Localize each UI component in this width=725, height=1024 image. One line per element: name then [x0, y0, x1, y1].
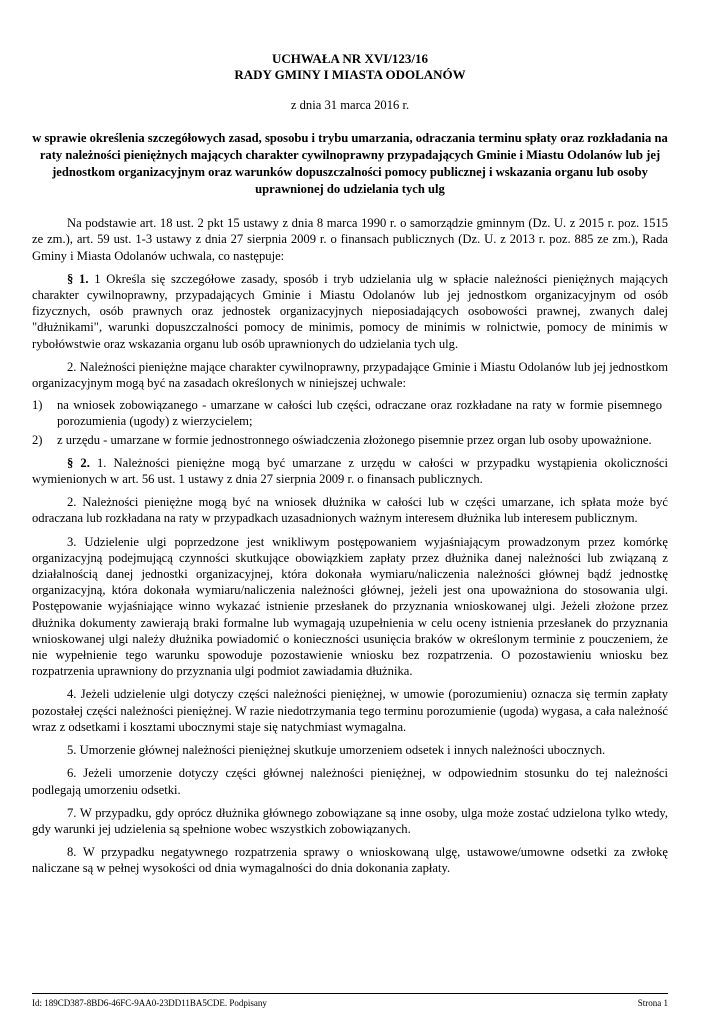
section-1-paragraph-1-text: 1 Określa się szczegółowe zasady, sposób i tryb udzielania ulg w spłacie należności pieniężnych mających charakter cywilnoprawny, przypadających Gminie i Miastu Odolanów lub jej jednostkom organizacyjnym od osób fizycznych, osób prawnych oraz jednostek organizacyjnych nieposiadających osobowości prawnej, zwanych dalej "dłużnikami", warunki dopuszczalności pomocy de minimis, pomocy de minimis w rolnictwie, pomocy de minimis w rybołówstwie oraz wskazania organu lub osób uprawnionych do udzielania tych ulg. — [32, 271, 668, 351]
list-item — [32, 432, 668, 448]
section-1-mark: § 1. — [67, 271, 89, 286]
page-footer — [32, 993, 668, 1009]
resolution-date: z dnia 31 marca 2016 r. — [290, 98, 410, 112]
section-2-paragraph-4: 4. Jeżeli udzielenie ulgi dotyczy części należności pieniężnej, w umowie (porozumieniu) oznacza się termin zapłaty pozostałej części należności pieniężnej. W razie niedotrzymania tego terminu porozumienie (ugoda) wygasa, a cała należność wraz z odsetkami i kosztami ubocznymi staje się natychmiast wymagalna. — [32, 687, 668, 734]
document-body — [32, 51, 668, 877]
document-id: Id: 189CD387-8BD6-46FC-9AA0-23DD11BA5CDE. Podpisany — [32, 998, 267, 1008]
list-item — [32, 397, 668, 429]
section-2-paragraph-8: 8. W przypadku negatywnego rozpatrzenia sprawy o wnioskowaną ulgę, ustawowe/umowne odsetki za zwłokę naliczane są w pełnej wysokości od dnia wymagalności do dnia dokonania zapłaty. — [32, 845, 668, 876]
title-line-1: UCHWAŁA NR XVI/123/16 — [271, 51, 428, 66]
page-number: Strona 1 — [637, 998, 668, 1008]
section-2-paragraph-1-text: 1. Należności pieniężne mogą być umarzane z urzędu w całości w przypadku wystąpienia okoliczności wymienionych w art. 56 ust. 1 ustawy z dnia 27 sierpnia 2009 r. o finansach publicznych. — [32, 455, 669, 487]
title-line-2: RADY GMINY I MIASTA ODOLANÓW — [234, 67, 466, 82]
section-2-paragraph-1 — [32, 455, 668, 487]
section-1-paragraph-2: 2. Należności pieniężne mające charakter cywilnoprawny, przypadające Gminie i Miastu Odolanów lub jej jednostkom organizacyjnym mogą być na zasadach określonych w niniejszej uchwale: — [32, 359, 668, 391]
section-2-paragraph-5: 5. Umorzenie głównej należności pieniężnej skutkuje umorzeniem odsetek i innych należności ubocznych. — [67, 743, 606, 758]
section-2-paragraph-3: 3. Udzielenie ulgi poprzedzone jest wnikliwym postępowaniem wyjaśniającym prowadzonym przez komórkę organizacyjną podejmującą czynności skutkujące obowiązkiem zapłaty przez dłużnika danej należności lub związaną z działalnością danej jednostki organizacyjnej, która dokonała wymiaru/naliczenia należności głównej bądź jednostkę organizacyjną, która dokonała wymiaru/naliczenia należności głównej, jeżeli jest ona upoważniona do stosowania ulgi. Postępowanie wyjaśniające winno wykazać istnienie przesłanek do przyznania wnioskowanej ulgi. Jeżeli złożone przez dłużnika dokumenty zawierają braki formalne lub wymagają uzupełnienia w celu oceny istnienia przesłanek do przyznania wnioskowanej ulgi należy dłużnika powiadomić o konieczności usunięcia braków w określonym terminie z pouczeniem, że nie wypełnienie tego warunku spowoduje pozostawienie wniosku bez rozpatrzenia. O pozostawieniu wniosku bez rozpatrzenia uprawniony do przyznania ulgi podmiot zawiadamia dłużnika. — [32, 534, 668, 679]
list-item-text: z urzędu - umarzane w formie jednostronnego oświadczenia złożonego pisemnie przez organ lub osoby upoważnione. — [57, 432, 652, 447]
resolution-title — [32, 51, 668, 83]
section-2-mark: § 2. — [67, 455, 90, 470]
list-item-number: 2) — [32, 432, 43, 447]
list-item-text: na wniosek zobowiązanego - umarzane w całości lub części, odraczane oraz rozkładane na raty w formie pisemnego porozumienia (ugody) z wierzycielem; — [57, 398, 662, 429]
list-item-number: 1) — [32, 398, 43, 413]
section-1-paragraph-1 — [32, 271, 668, 352]
resolution-subject: w sprawie określenia szczegółowych zasad, sposobu i trybu umarzania, odraczania terminu spłaty oraz rozkładania na raty należności pieniężnych mających charakter cywilnoprawny przypadających Gminie i Miastu Odolanów lub jej jednostkom organizacyjnym oraz warunków dopuszczalności pomocy publicznej i wskazania organu lub osoby uprawnionej do udzielania tych ulg — [32, 131, 668, 197]
section-2-paragraph-7: 7. W przypadku, gdy oprócz dłużnika głównego zobowiązane są inne osoby, ulga może zostać udzielona tylko wtedy, gdy warunki jej udzielenia są spełnione wobec wszystkich zobowiązanych. — [32, 805, 668, 836]
section-1-list — [32, 397, 668, 448]
section-2-paragraph-6: 6. Jeżeli umorzenie dotyczy części głównej należności pieniężnej, w odpowiednim stosunku do tej należności podlegają umorzeniu odsetki. — [32, 766, 668, 797]
preamble: Na podstawie art. 18 ust. 2 pkt 15 ustawy z dnia 8 marca 1990 r. o samorządzie gminnym (Dz. U. z 2015 r. poz. 1515 ze zm.), art. 59 ust. 1-3 ustawy z dnia 27 sierpnia 2009 r. o finansach publicznych (Dz. U. z 2013 r. poz. 885 ze zm.), Rada Gminy i Miasta Odolanów uchwala, co następuje: — [32, 216, 668, 263]
section-2-paragraph-2: 2. Należności pieniężne mogą być na wniosek dłużnika w całości lub w części umarzane, ich spłata może być odraczana lub rozkładana na raty w przypadkach uzasadnionych ważnym interesem dłużnika lub interesem publicznym. — [32, 495, 668, 526]
